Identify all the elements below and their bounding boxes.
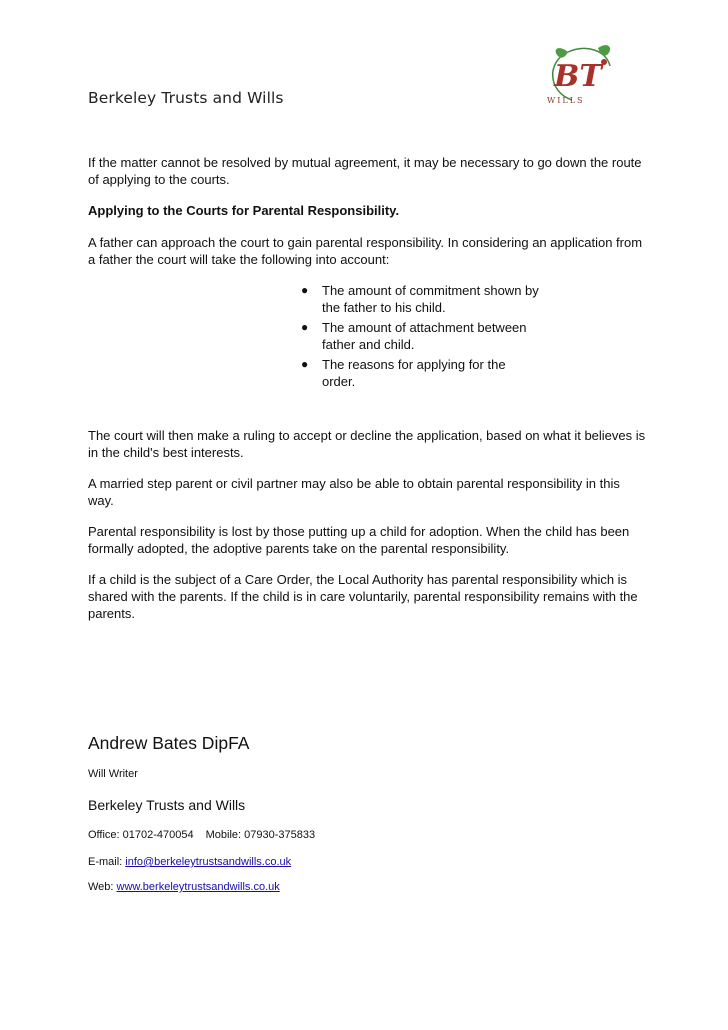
signature-company: Berkeley Trusts and Wills — [88, 797, 246, 813]
logo-leaf-right — [598, 45, 610, 55]
logo-berry — [601, 59, 607, 65]
intro-paragraph: If the matter cannot be resolved by mutual agreement, it may be necessary to go down the route of applying to the courts. — [88, 155, 642, 187]
bullet-icon: ● — [301, 283, 309, 297]
list-item-text: The amount of commitment shown by the father to his child. — [322, 283, 539, 315]
list-item-text: The amount of attachment between father and child. — [322, 320, 527, 352]
body-content — [88, 154, 648, 636]
father-paragraph: A father can approach the court to gain parental responsibility. In considering an application from a father the court will take the following into account: — [88, 235, 643, 267]
header-title: Berkeley Trusts and Wills — [88, 89, 284, 107]
step-parent-paragraph: A married step parent or civil partner may also be able to obtain parental responsibility in this way. — [88, 476, 620, 508]
list-item — [301, 356, 540, 390]
logo-caption: WILLS — [547, 96, 585, 105]
signature-phones — [88, 829, 315, 841]
considerations-list — [88, 282, 648, 390]
list-item — [301, 282, 540, 316]
office-phone: Office: 01702-470054 — [88, 829, 194, 841]
mobile-phone: Mobile: 07930-375833 — [205, 829, 316, 841]
email-link[interactable]: info@berkeleytrustsandwills.co.uk — [125, 856, 292, 868]
list-item — [301, 319, 540, 353]
logo-leaf-left — [556, 48, 568, 58]
section-heading: Applying to the Courts for Parental Responsibility. — [88, 203, 400, 218]
signature-web — [88, 881, 280, 893]
web-label: Web: — [88, 881, 117, 893]
list-item-text: The reasons for applying for the order. — [322, 357, 506, 389]
bullet-icon: ● — [301, 357, 309, 371]
website-link[interactable]: www.berkeleytrustsandwills.co.uk — [116, 881, 280, 893]
logo-monogram: BT — [554, 59, 602, 94]
signature-email — [88, 856, 291, 868]
bullet-icon: ● — [301, 320, 309, 334]
care-order-paragraph: If a child is the subject of a Care Order, the Local Authority has parental responsibility which is shared with the parents. If the child is in care voluntarily, parental responsibility remains with the parents. — [88, 572, 638, 621]
ruling-paragraph: The court will then make a ruling to accept or decline the application, based on what it believes is in the child's best interests. — [88, 428, 646, 460]
email-label: E-mail: — [88, 856, 126, 868]
adoption-paragraph: Parental responsibility is lost by those putting up a child for adoption. When the child has been formally adopted, the adoptive parents take on the parental responsibility. — [88, 524, 630, 556]
signature-role: Will Writer — [88, 768, 138, 780]
signature-name: Andrew Bates DipFA — [88, 733, 250, 753]
